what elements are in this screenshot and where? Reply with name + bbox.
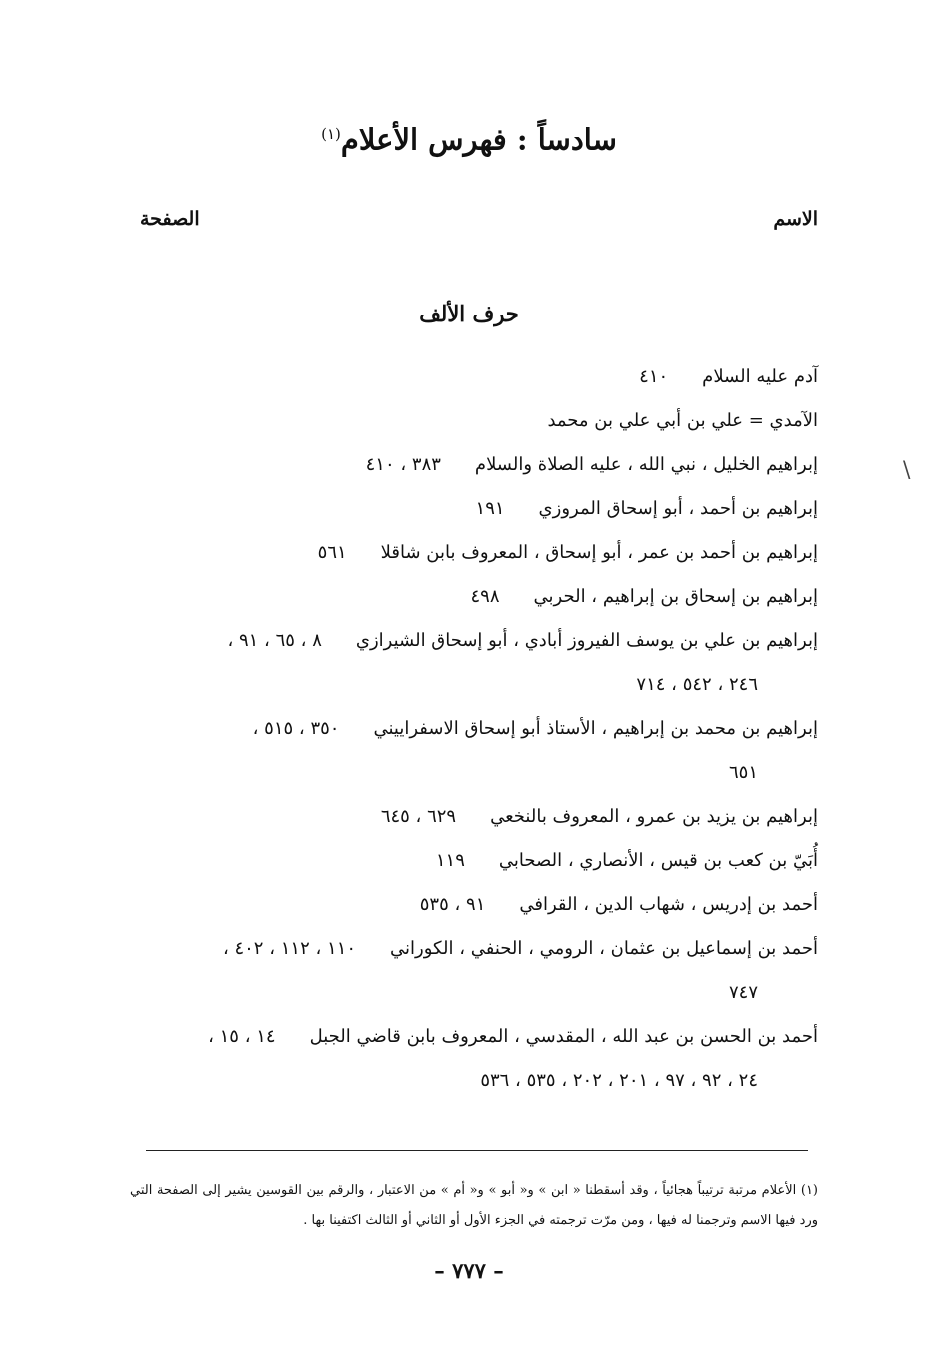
index-entry — [132, 927, 818, 971]
entry-pages: ٣٥٠ ، ٥١٥ ، — [252, 718, 340, 739]
index-entry — [132, 487, 818, 531]
entry-pages: ٤٩٨ — [470, 586, 500, 607]
entry-pages: ١١٩ — [435, 850, 465, 871]
entry-name: إبراهيم بن أحمد بن عمر ، أبو إسحاق ، المعروف بابن شاقلا — [380, 542, 818, 563]
entry-name: أحمد بن إسماعيل بن عثمان ، الرومي ، الحنفي ، الكوراني — [390, 938, 818, 959]
column-header-name: الاسم — [773, 208, 818, 230]
index-entry-continuation — [132, 663, 818, 707]
index-entry — [132, 531, 818, 575]
entry-name: آدم عليه السلام — [702, 366, 818, 387]
index-entry — [132, 399, 818, 443]
margin-mark: \ — [903, 458, 911, 483]
entry-pages: ٦٢٩ ، ٦٤٥ — [380, 806, 457, 827]
entry-pages: ٦٥١ — [728, 762, 758, 783]
entry-pages: ٩١ ، ٥٣٥ — [419, 894, 486, 915]
entry-pages: ٨ ، ٦٥ ، ٩١ ، — [227, 630, 322, 651]
entry-name: إبراهيم بن علي بن يوسف الفيروز أبادي ، أبو إسحاق الشيرازي — [355, 630, 818, 651]
page-title-text: سادساً : فهرس الأعلام — [340, 122, 617, 157]
entry-pages: ١٤ ، ١٥ ، — [208, 1026, 276, 1047]
index-entry — [132, 619, 818, 663]
entry-pages: ١٩١ — [475, 498, 505, 519]
entry-name: إبراهيم بن محمد بن إبراهيم ، الأستاذ أبو إسحاق الاسفراييني — [373, 718, 818, 739]
title-footnote-marker: (١) — [321, 125, 341, 143]
index-entry — [132, 443, 818, 487]
entry-name: إبراهيم الخليل ، نبي الله ، عليه الصلاة والسلام — [474, 454, 818, 475]
index-entry — [132, 707, 818, 751]
entry-pages: ٢٤٦ ، ٥٤٢ ، ٧١٤ — [636, 674, 758, 695]
index-entry — [132, 575, 818, 619]
index-entry-continuation — [132, 751, 818, 795]
entry-name: أحمد بن الحسن بن عبد الله ، المقدسي ، المعروف بابن قاضي الجبل — [309, 1026, 818, 1047]
index-entry-continuation — [132, 1059, 818, 1103]
entry-name: إبراهيم بن أحمد ، أبو إسحاق المروزي — [538, 498, 818, 519]
entry-pages: ٥٦١ — [317, 542, 347, 563]
index-entry — [132, 355, 818, 399]
index-entry — [132, 883, 818, 927]
entry-pages: ٧٤٧ — [728, 982, 758, 1003]
entry-pages: ٢٤ ، ٩٢ ، ٩٧ ، ٢٠١ ، ٢٠٢ ، ٥٣٥ ، ٥٣٦ — [480, 1070, 758, 1091]
entry-pages: ٣٨٣ ، ٤١٠ — [365, 454, 441, 475]
entry-name: إبراهيم بن إسحاق بن إبراهيم ، الحربي — [533, 586, 818, 607]
footnote-divider — [146, 1150, 808, 1151]
footnote: (١) الأعلام مرتبة ترتيباً هجائياً ، وقد أسقطنا « ابن » و« أبو » و« أم » من الاعتبار ، والرقم بين القوسين يشير إلى الصفحة التي ورد فيها الاسم وترجمنا له فيها ، ومن مرّت ترجمته في الجزء الأول أو الثاني أو الثالث اكتفينا بها . — [130, 1183, 818, 1228]
page-title — [0, 104, 938, 170]
section-title: حرف الألف — [419, 301, 519, 326]
entry-name: الآمدي = علي بن أبي علي بن محمد — [547, 410, 818, 431]
page-number: – ٧٧٧ – — [434, 1258, 504, 1283]
entry-name: أحمد بن إدريس ، شهاب الدين ، القرافي — [519, 894, 818, 915]
index-entry — [132, 839, 818, 883]
index-entry — [132, 795, 818, 839]
index-entries — [132, 355, 818, 1103]
entry-pages: ١١٠ ، ١١٢ ، ٤٠٢ ، — [222, 938, 357, 959]
index-entry-continuation — [132, 971, 818, 1015]
entry-pages: ٤١٠ — [639, 366, 669, 387]
entry-name: إبراهيم بن يزيد بن عمرو ، المعروف بالنخعي — [490, 806, 818, 827]
entry-name: أُبَيّ بن كعب بن قيس ، الأنصاري ، الصحابي — [498, 850, 818, 871]
column-header-page: الصفحة — [140, 208, 200, 230]
index-entry — [132, 1015, 818, 1059]
